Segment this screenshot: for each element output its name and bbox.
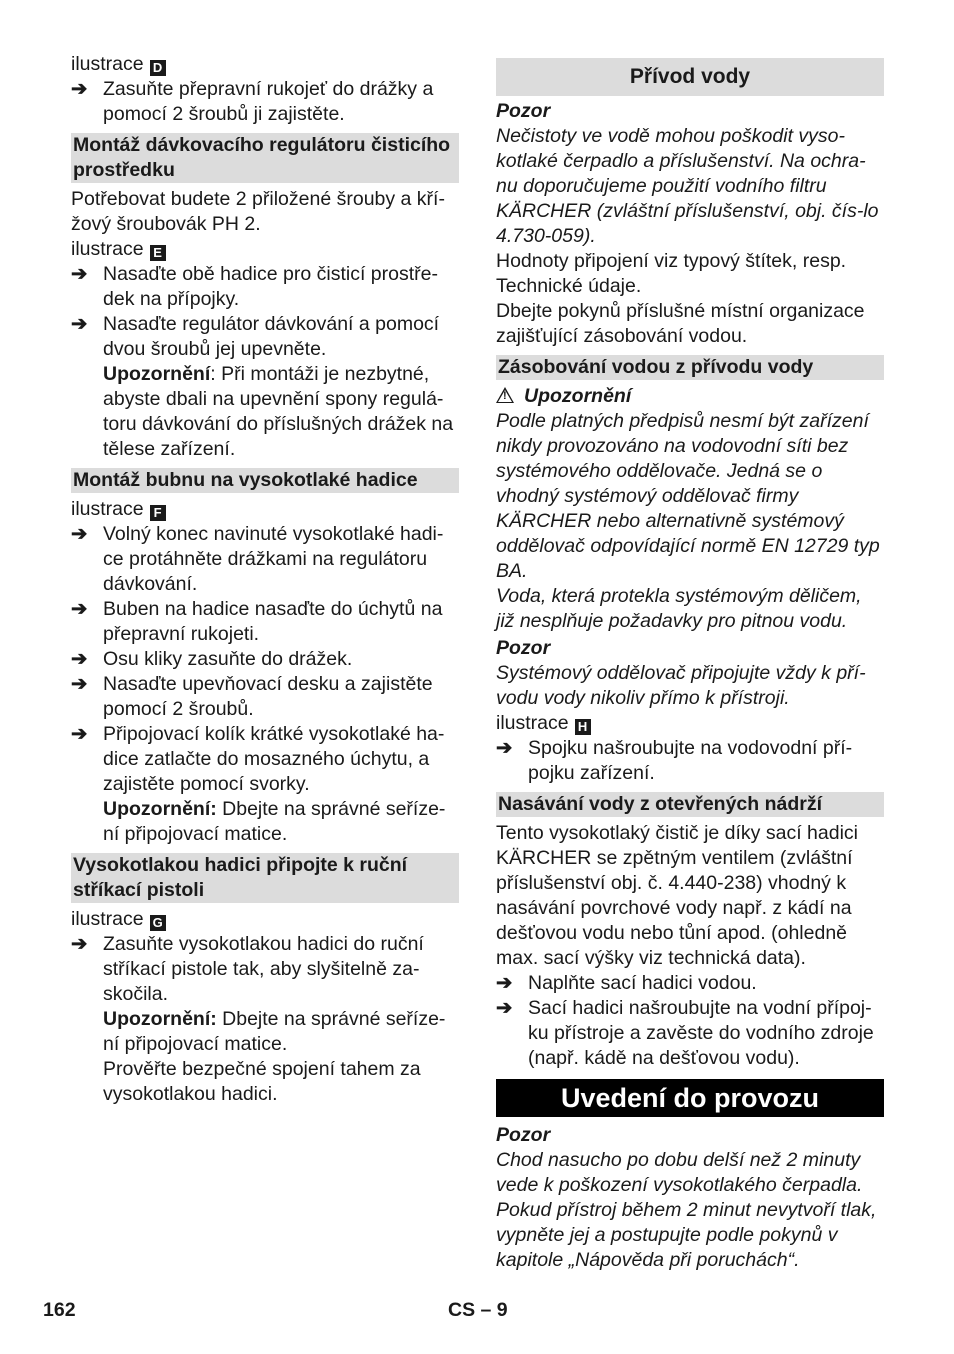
step-item: [496, 996, 884, 1071]
section-heading-main: Přívod vody: [496, 58, 884, 96]
step-text: Nasaďte regulátor dávkování a pomocí dvou šroubů jej upevněte.: [103, 313, 440, 360]
caution-label: Pozor: [496, 637, 551, 659]
step-note-2: Prověřte bezpečné spojení tahem za vysokotlakou hadici.: [103, 1058, 421, 1105]
step-note: [103, 362, 459, 462]
right-column: [496, 52, 884, 1273]
note-label: Upozornění:: [103, 1008, 217, 1030]
arrow-right-icon: ➔: [71, 78, 88, 100]
note-text: Dbejte na správné seřízе-ní připojovací matice.: [103, 1008, 446, 1055]
step-text: Buben na hadice nasaďte do úchytů na přepravní rukojeti.: [103, 598, 443, 645]
step-item: [71, 647, 459, 672]
caution-text: Nečistoty ve vodě mohou poškodit vyso-kotlaké čerpadlo a příslušenství. Na ochra-nu doporučujeme použití vodního filtru KÄRCHER (zvláštní příslušenství, obj. čís-lo 4.730-059).: [496, 125, 879, 247]
paragraph: Hodnoty připojení viz typový štítek, resp. Technické údaje.: [496, 250, 847, 297]
figure-reference-text: ilustrace: [71, 908, 144, 930]
arrow-right-icon: ➔: [71, 263, 88, 285]
arrow-right-icon: ➔: [71, 598, 88, 620]
warning-triangle-icon: [496, 387, 514, 403]
step-text: Naplňte sací hadici vodou.: [528, 972, 757, 994]
figure-badge-d: D: [150, 60, 166, 76]
step-text: Volný konec navinuté vysokotlaké hadi-ce protáhněte drážkami na regulátoru dávkování.: [103, 523, 444, 595]
step-item: [71, 722, 459, 847]
section-heading: Zásobování vodou z přívodu vody: [496, 355, 884, 380]
caution-label: Pozor: [496, 1124, 551, 1146]
step-item: [71, 77, 459, 127]
arrow-right-icon: ➔: [496, 972, 513, 994]
figure-reference-f: [71, 497, 459, 522]
arrow-right-icon: ➔: [71, 313, 88, 335]
arrow-right-icon: ➔: [71, 933, 88, 955]
paragraph: Potřebovat budete 2 přiložené šrouby a kří-žový šroubovák PH 2.: [71, 188, 445, 235]
figure-badge-h: H: [575, 719, 591, 735]
note-text: Dbejte na správné seřízе-ní připojovací matice.: [103, 798, 446, 845]
caution-text: Chod nasucho po dobu delší než 2 minuty vede k poškození vysokotlakého čerpadla. Pokud přístroj během 2 minut nevytvoří tlak, vypněte jej a postupujte podle pokynů v kapitole „Nápověda při poruchách“.: [496, 1149, 877, 1271]
figure-badge-g: G: [150, 915, 166, 931]
step-item: [71, 597, 459, 647]
figure-badge-e: E: [150, 245, 166, 261]
left-column: [71, 52, 459, 1107]
step-note: [103, 1007, 459, 1057]
section-heading: Montáž bubnu na vysokotlaké hadice: [71, 468, 459, 493]
caution-text: Systémový oddělovač připojujte vždy k pří-vodu vody nikoliv přímo k přístroji.: [496, 662, 866, 709]
step-item: [71, 672, 459, 722]
arrow-right-icon: ➔: [71, 523, 88, 545]
arrow-right-icon: ➔: [496, 737, 513, 759]
arrow-right-icon: ➔: [71, 648, 88, 670]
section-heading: Montáž dávkovacího regulátoru čisticího prostředku: [71, 133, 459, 183]
figure-badge-f: F: [150, 505, 166, 521]
warning-label: Upozornění: [524, 385, 632, 407]
step-item: [71, 312, 459, 462]
step-text: Sací hadici našroubujte na vodní přípoj-ku přístroje a zavěste do vodního zdroje (např. kádě na dešťovou vodu).: [528, 997, 874, 1069]
step-text: Nasaďte obě hadice pro čisticí prostře-dek na přípojky.: [103, 263, 438, 310]
figure-reference-text: ilustrace: [71, 238, 144, 260]
figure-reference-d: [71, 52, 459, 77]
paragraph: Tento vysokotlaký čistič je díky sací hadici KÄRCHER se zpětným ventilem (zvláštní příslušenství obj. č. 4.440-238) vhodný k nasávání povrchové vody např. z kádí na dešťovou vodu nebo tůní apod. (ohledně max. sací výšky viz technická data).: [496, 822, 858, 969]
step-note: [103, 797, 459, 847]
arrow-right-icon: ➔: [496, 997, 513, 1019]
step-text: Spojku našroubujte na vodovodní pří-pojku zařízení.: [528, 737, 853, 784]
figure-reference-text: ilustrace: [496, 712, 569, 734]
figure-reference-e: [71, 237, 459, 262]
arrow-right-icon: ➔: [71, 723, 88, 745]
step-text: Nasaďte upevňovací desku a zajistěte pomocí 2 šroubů.: [103, 673, 433, 720]
warning-heading: [496, 384, 884, 409]
page-label: CS – 9: [448, 1299, 508, 1321]
paragraph: Dbejte pokynů příslušné místní organizace zajišťující zásobování vodou.: [496, 300, 865, 347]
step-item: [496, 971, 884, 996]
warning-text-2: Voda, která protekla systémovým děličem, již nesplňuje požadavky pro pitnou vodu.: [496, 585, 862, 632]
step-item: [71, 932, 459, 1107]
step-text: Osu kliky zasuňte do drážek.: [103, 648, 353, 670]
figure-reference-g: [71, 907, 459, 932]
caution-label: Pozor: [496, 100, 551, 122]
note-label: Upozornění:: [103, 798, 217, 820]
figure-reference-h: [496, 711, 884, 736]
step-text: Připojovací kolík krátké vysokotlaké ha-dice zatlačte do mosazného úchytu, a zajistěte pomocí svorky.: [103, 723, 445, 795]
section-heading: Nasávání vody z otevřených nádrží: [496, 792, 884, 817]
section-heading: Vysokotlakou hadici připojte k ruční stříkací pistoli: [71, 853, 459, 903]
figure-reference-text: ilustrace: [71, 498, 144, 520]
arrow-right-icon: ➔: [71, 673, 88, 695]
figure-reference-text: ilustrace: [71, 53, 144, 75]
step-text: Zasuňte přepravní rukojeť do drážky a pomocí 2 šroubů ji zajistěte.: [103, 78, 434, 125]
note-text: : Při montáži je nezbytné, abyste dbali na upevnění spony regulá-toru dávkování do příslušných drážek na tělese zařízení.: [103, 363, 454, 460]
step-item: [71, 262, 459, 312]
note-label: Upozornění: [103, 363, 211, 385]
step-item: [496, 736, 884, 786]
step-item: [71, 522, 459, 597]
step-text: Zasuňte vysokotlakou hadici do ruční stříkací pistole tak, aby slyšitelně za-skočila.: [103, 933, 424, 1005]
page-number: 162: [43, 1299, 76, 1321]
chapter-heading: Uvedení do provozu: [496, 1079, 884, 1117]
warning-text: Podle platných předpisů nesmí být zařízení nikdy provozováno na vodovodní síti bez systémového oddělovače. Jedná se o vhodný systémový oddělovač firmy KÄRCHER nebo alternativně systémový oddělovač odpovídající normě EN 12729 typ BA.: [496, 410, 880, 582]
